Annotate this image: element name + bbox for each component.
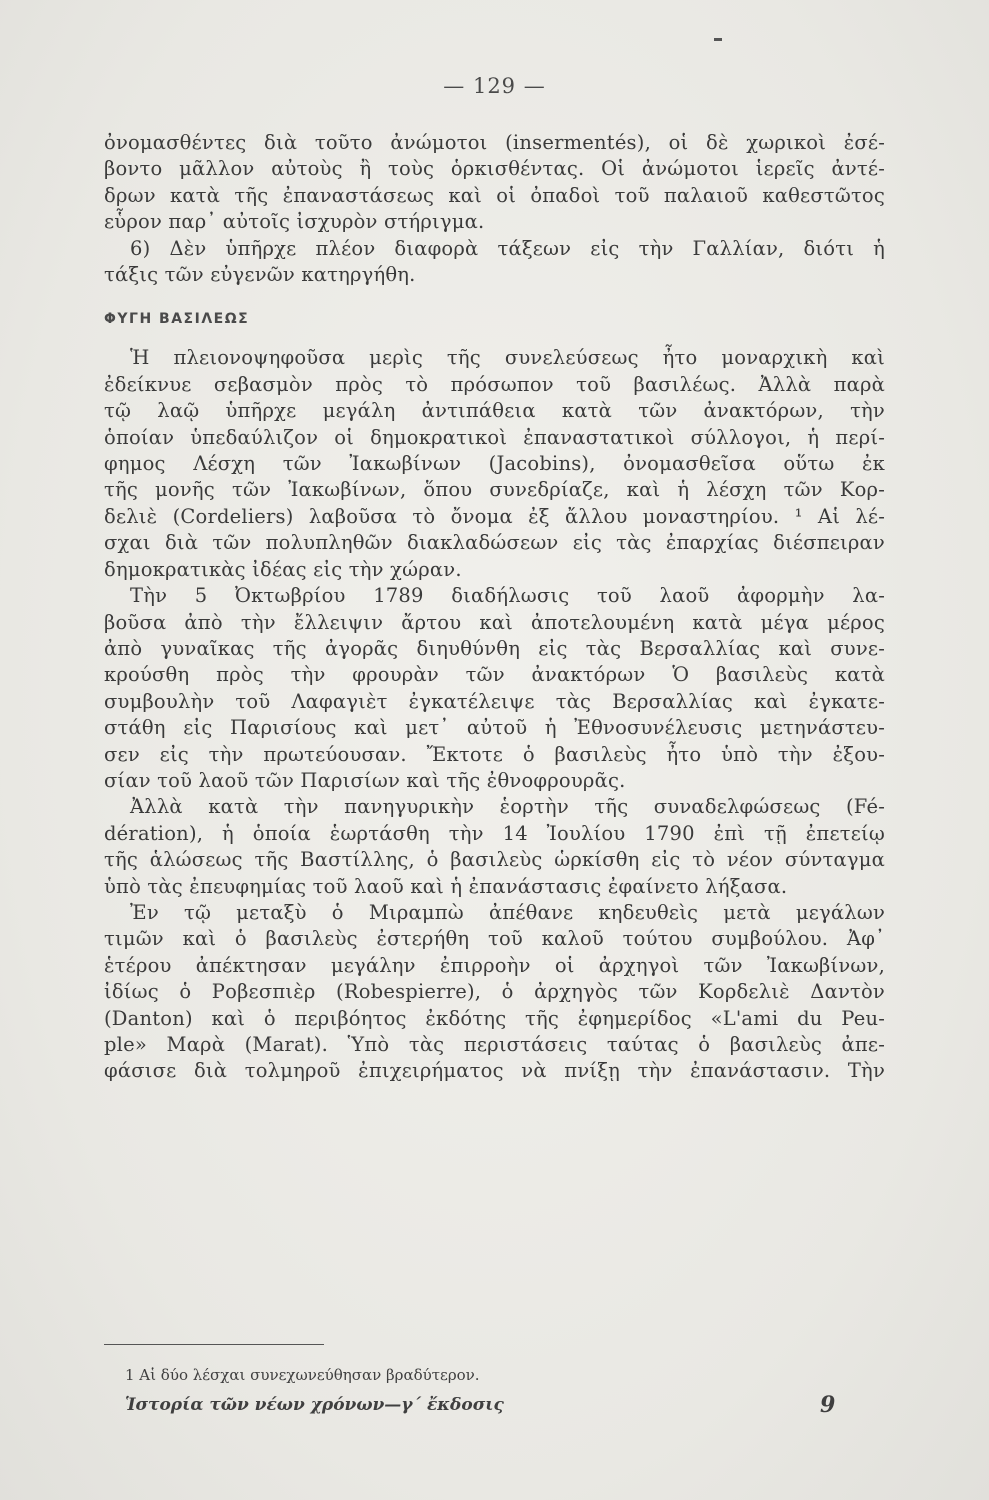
body-line: τάξις τῶν εὐγενῶν κατηργήθη. — [104, 263, 416, 287]
body-line: δελιὲ (Cordeliers) λαβοῦσα τὸ ὄνομα ἐξ ἄλλου μοναστηρίου. ¹ Αἱ λέ- — [104, 504, 885, 528]
footnote-rule — [104, 1344, 324, 1345]
body-line: ὀνομασθέντες διὰ τοῦτο ἀνώμοτοι (insermentés), οἱ δὲ χωρικοὶ ἐσέ- — [104, 131, 885, 154]
body-line: ὁποίαν ὑπεδαύλιζον οἱ δημοκρατικοὶ ἐπαναστατικοὶ σύλλογοι, ἡ περί- — [104, 425, 885, 449]
body-line: τῷ λαῷ ὑπῆρχε μεγάλη ἀντιπάθεια κατὰ τῶν ἀνακτόρων, τὴν — [104, 399, 885, 423]
scan-mark — [714, 38, 722, 41]
body-line: συμβουλὴν τοῦ Λαφαγιὲτ ἐγκατέλειψε τὰς Βερσαλλίας καὶ ἐγκατε- — [104, 689, 885, 713]
body-line: σχαι διὰ τῶν πολυπληθῶν διακλαδώσεων εἰς τὰς ἐπαρχίας διέσπειραν — [104, 531, 885, 555]
body-line: στάθη εἰς Παρισίους καὶ μετ᾿ αὐτοῦ ἡ Ἐθνοσυνέλευσις μετηνάστευ- — [104, 716, 885, 740]
body-line: ple» Μαρὰ (Marat). Ὑπὸ τὰς περιστάσεις ταύτας ὁ βασιλεὺς ἀπε- — [104, 1033, 885, 1056]
body-line: τιμῶν καὶ ὁ βασιλεὺς ἐστερήθη τοῦ καλοῦ τούτου συμβούλου. Ἀφ᾿ — [104, 927, 885, 951]
body-line: δημοκρατικὰς ἰδέας εἰς τὴν χώραν. — [104, 557, 462, 581]
signature-title: Ἱστορία τῶν νέων χρόνων—γ´ ἔκδοσις — [125, 1395, 504, 1415]
body-line: εὗρον παρ᾿ αὐτοῖς ἰσχυρὸν στήριγμα. — [104, 210, 485, 234]
body-line: φάσισε διὰ τολμηροῦ ἐπιχειρήματος νὰ πνίξῃ τὴν ἐπανάστασιν. Τὴν — [104, 1059, 885, 1083]
page-number: — 129 — — [443, 74, 546, 98]
body-line: ἑτέρου ἀπέκτησαν μεγάλην ἐπιρροὴν οἱ ἀρχηγοὶ τῶν Ἰακωβίνων, — [104, 953, 885, 977]
body-line: σίαν τοῦ λαοῦ τῶν Παρισίων καὶ τῆς ἐθνοφρουρᾶς. — [104, 768, 626, 792]
body-line: ἀπὸ γυναῖκας τῆς ἀγορᾶς διηυθύνθη εἰς τὰς Βερσαλλίας καὶ συνε- — [104, 636, 885, 660]
body-line: φημος Λέσχη τῶν Ἰακωβίνων (Jacobins), ὀνομασθεῖσα οὕτω ἐκ — [104, 452, 885, 476]
body-line: ἐδείκνυε σεβασμὸν πρὸς τὸ πρόσωπον τοῦ βασιλέως. Ἀλλὰ παρὰ — [104, 372, 885, 396]
body-line: 6) Δὲν ὑπῆρχε πλέον διαφορὰ τάξεων εἰς τὴν Γαλλίαν, διότι ἡ — [130, 236, 885, 260]
body-line: dération), ἡ ὁποία ἑωρτάσθη τὴν 14 Ἰουλίου 1790 ἐπὶ τῇ ἐπετείῳ — [104, 821, 885, 845]
body-line: Τὴν 5 Ὀκτωβρίου 1789 διαδήλωσις τοῦ λαοῦ ἀφορμὴν λα- — [130, 584, 885, 608]
text-column — [104, 130, 885, 1085]
body-line: τῆς μονῆς τῶν Ἰακωβίνων, ὅπου συνεδρίαζε, καὶ ἡ λέσχη τῶν Κορ- — [104, 478, 885, 502]
body-line: βοῦσα ἀπὸ τὴν ἔλλειψιν ἄρτου καὶ ἀποτελουμένη κατὰ μέγα μέρος — [104, 610, 885, 634]
body-line: δρων κατὰ τῆς ἐπαναστάσεως καὶ οἱ ὀπαδοὶ τοῦ παλαιοῦ καθεστῶτος — [104, 183, 885, 207]
body-line: (Danton) καὶ ὁ περιβόητος ἐκδότης τῆς ἐφημερίδος «L'ami du Peu- — [104, 1006, 885, 1030]
body-line: Ἀλλὰ κατὰ τὴν πανηγυρικὴν ἑορτὴν τῆς συναδελφώσεως (Fé- — [130, 795, 885, 819]
body-line: ὑπὸ τὰς ἐπευφημίας τοῦ λαοῦ καὶ ἡ ἐπανάστασις ἐφαίνετο λήξασα. — [104, 874, 788, 898]
body-line: Ἡ πλειονοψηφοῦσα μερὶς τῆς συνελεύσεως ἦτο μοναρχικὴ καὶ — [130, 346, 885, 370]
body-line: βοντο μᾶλλον αὐτοὺς ἢ τοὺς ὁρκισθέντας. Οἱ ἀνώμοτοι ἱερεῖς ἀντέ- — [104, 157, 885, 181]
signature-number: 9 — [820, 1392, 836, 1418]
body-line: τῆς ἁλώσεως τῆς Βαστίλλης, ὁ βασιλεὺς ὡρκίσθη εἰς τὸ νέον σύνταγμα — [104, 848, 885, 872]
body-line: σεν εἰς τὴν πρωτεύουσαν. Ἔκτοτε ὁ βασιλεὺς ἦτο ὑπὸ τὴν ἐξου- — [104, 742, 885, 766]
section-heading: ΦΥΓΗ ΒΑΣΙΛΕΩΣ — [104, 311, 250, 328]
footnote: 1 Αἱ δύο λέσχαι συνεχωνεύθησαν βραδύτερον. — [125, 1366, 480, 1384]
body-line: Ἐν τῷ μεταξὺ ὁ Μιραμπὼ ἀπέθανε κηδευθεὶς μετὰ μεγάλων — [130, 900, 885, 924]
body-line: ἰδίως ὁ Ροβεσπιὲρ (Robespierre), ὁ ἀρχηγὸς τῶν Κορδελιὲ Δαντὸν — [104, 980, 885, 1004]
body-line: κρούσθη πρὸς τὴν φρουρὰν τῶν ἀνακτόρων Ὁ βασιλεὺς κατὰ — [104, 663, 885, 687]
